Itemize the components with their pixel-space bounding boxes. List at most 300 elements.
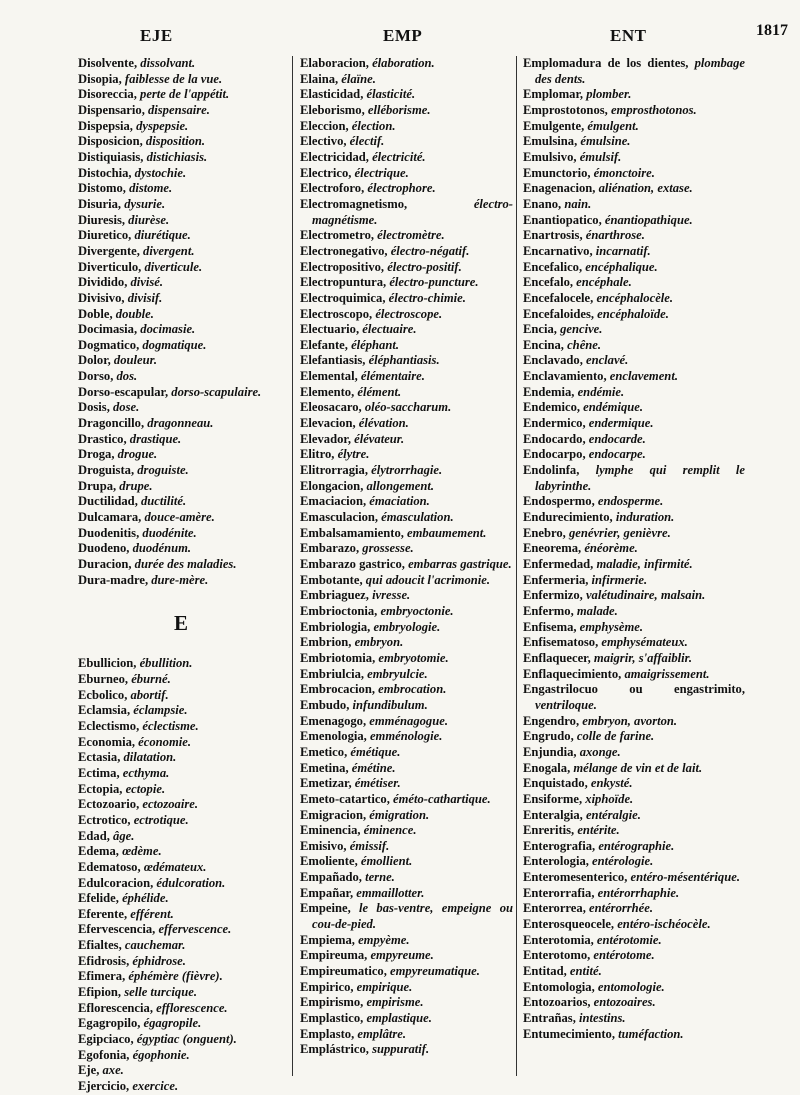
translation: emphysémateux. [601,635,688,650]
headword: Duodeno [78,541,127,556]
dictionary-entry: Electrico, électrique. [300,165,409,180]
headword: Empirismo [300,995,361,1010]
dictionary-entry: Emigracion, émigration. [300,807,430,822]
translation: entérorrhaphie. [597,885,680,900]
headword: Enfisematoso [523,635,596,650]
dictionary-entry: Enterologia, entérologie. [523,854,654,869]
dictionary-entry: Emetizar, émétiser. [300,776,401,791]
dictionary-entry: Dura-madre, dure-mère. [78,572,209,587]
dictionary-entry: Enterorrea, entérorrhée. [523,901,653,916]
headword: Encefalocele [523,290,591,305]
dictionary-entry: Enano, nain. [523,196,592,211]
dictionary-entry: Enagenacion, aliénation, extase. [523,181,693,196]
headword: Droga [78,447,112,462]
translation: emprosthotonos. [610,102,697,117]
translation: électricité. [372,149,426,164]
headword: Enartrosis [523,228,580,243]
translation: emphysème. [579,619,643,634]
dictionary-entry: Enantiopatico, énantiopathique. [523,212,693,227]
dictionary-entry: Embriotomia, embryotomie. [300,650,449,665]
headword: Empañado [300,870,359,885]
dictionary-entry: Divisivo, divisif. [78,290,163,305]
headword: Emunctorio [523,165,588,180]
translation: égagropile. [143,1016,202,1031]
headword: Embriologia [300,619,368,634]
dictionary-entry: Enquistado, enkysté. [523,776,633,791]
translation: endosperme. [597,494,664,509]
translation: dispensaire. [147,102,210,117]
dictionary-entry: Emplomadura de los dientes, plombage des dents. [523,56,745,86]
dictionary-entry: Dogmatico, dogmatique. [78,337,207,352]
translation: édulcoration. [156,875,226,890]
headword: Elitro [300,447,332,462]
dictionary-entry: Eburneo, éburné. [78,671,171,686]
translation: entozoaires. [593,995,656,1010]
translation: électif. [349,134,385,149]
translation: dissolvant. [140,56,196,70]
headword: Elitrorragia [300,463,365,478]
headword: Drastico [78,431,124,446]
translation: énéorème. [584,541,638,556]
headword: Encefalo [523,275,570,290]
dictionary-entry: Engendro, embryon, avorton. [523,713,678,728]
translation: diurétique. [134,228,191,243]
dictionary-entry: Dispensario, dispensaire. [78,102,210,117]
translation: dilatation. [123,750,177,765]
headword: Enflaquecer [523,650,588,665]
translation: ectozoaire. [142,797,198,812]
headword: Eburneo [78,671,125,686]
headword: Embriotomia [300,650,373,665]
column-1-entries-after [78,656,284,1094]
translation: abortif. [130,687,169,702]
translation: éléphantiasis. [368,353,440,368]
translation: élaboration. [372,56,435,70]
translation: plomber. [586,87,632,102]
headword: Ensiforme [523,791,579,806]
translation: électro-chimie. [388,290,466,305]
dictionary-entry: Efidrosis, éphidrose. [78,953,186,968]
translation: durée des maladies. [134,557,237,571]
translation: dorso-scapulaire. [171,384,262,399]
headword: Enterotomo [523,948,588,963]
translation: emplastique. [366,1011,432,1026]
translation: amaigrissement. [624,666,710,681]
translation: empyème. [358,932,410,947]
translation: économie. [138,734,191,749]
headword: Enterologia [523,854,586,869]
headword: Electropositivo [300,259,381,274]
dictionary-entry: Entomologia, entomologie. [523,979,665,994]
translation: axe. [102,1063,124,1078]
headword: Enquistado [523,776,585,791]
dictionary-entry: Ectozoario, ectozoaire. [78,797,198,812]
dictionary-entry: Ductilidad, ductilité. [78,494,187,509]
headword: Edad [78,828,107,843]
dictionary-entry: Empañado, terne. [300,870,395,885]
headword: Entrañas [523,1011,573,1026]
running-header-left: EJE [140,26,173,45]
dictionary-entry: Eleborismo, elléborisme. [300,102,431,117]
translation: endocarde. [588,431,646,446]
headword: Dorso [78,369,111,384]
translation: nain. [564,196,592,211]
dictionary-entry: Diuresis, diurèse. [78,212,170,227]
dictionary-entry: Electivo, électif. [300,134,385,149]
dictionary-entry: Empañar, emmaillotter. [300,885,425,900]
translation: dragonneau. [147,416,214,431]
translation: emplâtre. [357,1026,407,1041]
dictionary-entry: Endocarpo, endocarpe. [523,447,646,462]
translation: diverticule. [144,259,203,274]
headword: Encarnativo [523,243,590,258]
headword: Emenologia [300,729,364,744]
dictionary-entry: Distomo, distome. [78,181,173,196]
translation: selle turcique. [124,985,197,1000]
dictionary-entry: Edema, œdème. [78,844,162,859]
translation: exercice. [132,1079,179,1094]
dictionary-entry: Disposicion, disposition. [78,134,206,149]
translation: électro-négatif. [390,243,470,258]
dictionary-entry: Eje, axe. [78,1063,124,1078]
headword: Emeto-catartico [300,791,387,806]
translation: ivresse. [372,588,411,603]
dictionary-entry: Dolor, douleur. [78,353,157,368]
dictionary-entry: Electroscopo, électroscope. [300,306,443,321]
headword: Entomologia [523,979,592,994]
dictionary-entry: Drastico, drastique. [78,431,182,446]
headword: Elasticidad [300,87,361,102]
translation: émétine. [351,760,396,775]
section-letter: E [173,611,188,636]
translation: émonctoire. [593,165,655,180]
translation: droguiste. [137,463,189,478]
dictionary-entry: Emplastico, emplastique. [300,1011,432,1026]
translation: divisif. [127,290,163,305]
dictionary-entry: Eleosacaro, oléo-saccharum. [300,400,452,415]
dictionary-entry: Enjundia, axonge. [523,744,621,759]
headword: Elemento [300,384,352,399]
dictionary-entry: Endospermo, endosperme. [523,494,664,509]
translation: encéphalique. [585,259,658,274]
headword: Ecbolico [78,687,125,702]
dictionary-entry: Enartrosis, énarthrose. [523,228,645,243]
dictionary-entry: Ectima, ecthyma. [78,765,170,780]
headword: Enebro [523,525,563,540]
translation: entérotomie. [596,932,662,947]
translation: empirisme. [366,995,424,1010]
translation: effervescence. [158,922,232,937]
headword: Diverticulo [78,259,139,274]
headword: Emulgente [523,118,582,133]
translation: embaumement. [407,525,487,540]
translation: électro-positif. [387,259,462,274]
headword: Enflaquecimiento [523,666,619,681]
headword: Edematoso [78,859,138,874]
headword: Entozoarios [523,995,588,1010]
translation: entéralgie. [585,807,641,822]
headword: Enantiopatico [523,212,599,227]
headword: Elongacion [300,478,361,493]
translation: éclectisme. [142,718,199,733]
dictionary-entry: Drupa, drupe. [78,478,153,493]
headword: Encina [523,337,561,352]
dictionary-entry: Emeto-catartico, éméto-cathartique. [300,791,491,806]
translation: allongement. [366,478,435,493]
translation: incarnatif. [595,243,651,258]
translation: faiblesse de la vue. [124,71,223,86]
translation: duodénite. [142,525,197,540]
dictionary-entry: Eclectismo, éclectisme. [78,718,199,733]
headword: Embalsamamiento [300,525,401,540]
translation: perte de l'appétit. [140,87,230,102]
translation: drastique. [129,431,182,446]
dictionary-entry: Empeine, le bas-ventre, empeigne ou cou-de-pied. [300,901,513,932]
headword: Engendro [523,713,576,728]
translation: colle de farine. [576,729,655,744]
translation: entérorrhée. [588,901,653,916]
headword: Enreritis [523,823,572,838]
dictionary-entry: Ectrotico, ectrotique. [78,812,189,827]
headword: Electromagnetismo [300,196,404,211]
dictionary-entry: Elasticidad, élasticité. [300,87,416,102]
dictionary-entry: Efialtes, cauchemar. [78,938,186,953]
translation: dogmatique. [142,337,207,352]
translation: électro-puncture. [389,275,479,290]
translation: divergent. [143,243,195,258]
headword: Embrioctonia [300,603,375,618]
dictionary-entry: Eleccion, élection. [300,118,396,133]
translation: endémique. [583,400,643,415]
dictionary-entry: Entitad, entité. [523,964,602,979]
dictionary-entry: Ectopia, ectopie. [78,781,166,796]
translation: mélange de vin et de lait. [573,760,703,775]
dictionary-entry: Embriologia, embryologie. [300,619,441,634]
dictionary-entry: Embriulcia, embryulcie. [300,666,428,681]
translation: dure-mère. [151,572,209,587]
dictionary-entry: Enflaquecer, maigrir, s'affaiblir. [523,650,692,665]
headword: Empirico [300,979,351,994]
translation: dose. [113,400,140,415]
headword: Enterotomia [523,932,591,947]
dictionary-entry: Emulgente, émulgent. [523,118,639,133]
dictionary-entry: Dispepsia, dyspepsie. [78,118,189,133]
dictionary-entry: Emetico, émétique. [300,744,401,759]
dictionary-entry: Emenologia, emménologie. [300,729,443,744]
headword: Egofonia [78,1047,127,1062]
headword: Doble [78,306,110,321]
dictionary-entry: Dividido, divisé. [78,275,164,290]
headword: Eclectismo [78,718,137,733]
dictionary-entry: Embotante, qui adoucit l'acrimonie. [300,572,490,587]
dictionary-entry: Duodenitis, duodénite. [78,525,197,540]
translation: dystochie. [134,165,187,180]
dictionary-entry: Eflorescencia, efflorescence. [78,1000,228,1015]
dictionary-entry: Emetina, émétine. [300,760,396,775]
translation: dos. [116,369,138,384]
headword: Egagropilo [78,1016,138,1031]
translation: ectopie. [125,781,166,796]
headword: Electricidad [300,149,366,164]
translation: électroscope. [375,306,443,321]
headword: Electrometro [300,228,371,243]
headword: Emenagogo [300,713,363,728]
dictionary-entry: Edulcoracion, édulcoration. [78,875,226,890]
translation: électuaire. [362,322,417,337]
headword: Enjundia [523,744,574,759]
translation: valétudinaire, malsain. [585,588,706,603]
headword: Distochia [78,165,129,180]
dictionary-entry: Edad, âge. [78,828,135,843]
translation: électrophore. [367,181,436,196]
headword: Elaboracion [300,56,366,70]
dictionary-entry: Disoreccia, perte de l'appétit. [78,87,230,102]
dictionary-entry: Enebro, genévrier, genièvre. [523,525,671,540]
dictionary-entry: Embudo, infundibulum. [300,697,428,712]
headword: Dura-madre [78,572,145,587]
headword: Ejercicio [78,1079,127,1094]
translation: éminence. [363,823,417,838]
dictionary-entry: Enflaquecimiento, amaigrissement. [523,666,710,681]
translation: œdémateux. [143,859,207,874]
running-header-right: ENT [610,26,647,45]
headword: Dispensario [78,102,142,117]
dictionary-entry: Eneorema, énéorème. [523,541,638,556]
headword: Enteromesenterico [523,870,625,885]
dictionary-entry: Enreritis, entérite. [523,823,620,838]
dictionary-entry: Ejercicio, exercice. [78,1079,179,1094]
headword: Eleosacaro [300,400,359,415]
headword: Empañar [300,885,350,900]
dictionary-entry: Enclavamiento, enclavement. [523,369,678,384]
headword: Diuretico [78,228,129,243]
translation: énarthrose. [585,228,645,243]
headword: Efervescencia [78,922,153,937]
headword: Ebullicion [78,656,134,671]
dictionary-entry: Economia, économie. [78,734,191,749]
dictionary-entry: Emasculacion, émasculation. [300,510,454,525]
headword: Enterorrea [523,901,583,916]
translation: douleur. [113,353,157,368]
translation: encéphalocèle. [596,290,674,305]
translation: intestins. [578,1011,626,1026]
dictionary-entry: Entrañas, intestins. [523,1011,626,1026]
dictionary-entry: Empiema, empyème. [300,932,410,947]
translation: oléo-saccharum. [364,400,452,415]
headword: Egipciaco [78,1032,131,1047]
dictionary-entry: Emenagogo, emménagogue. [300,713,448,728]
headword: Embarazo gastrico [300,557,402,571]
translation: tuméfaction. [618,1026,684,1041]
headword: Emplasto [300,1026,352,1041]
headword: Electroquimica [300,290,383,305]
dictionary-entry: Emplasto, emplâtre. [300,1026,407,1041]
translation: élytrorrhagie. [371,463,443,478]
dictionary-entry: Encia, gencive. [523,322,603,337]
translation: éburné. [131,671,171,686]
headword: Electuario [300,322,356,337]
headword: Endocarpo [523,447,583,462]
headword: Efialtes [78,938,119,953]
dictionary-entry: Enfisematoso, emphysémateux. [523,635,688,650]
dictionary-entry: Droguista, droguiste. [78,463,189,478]
dictionary-entry: Electromagnetismo, électro-magnétisme. [300,196,513,227]
headword: Efimera [78,969,123,984]
headword: Elevacion [300,416,353,431]
dictionary-entry: Distiquiasis, distichiasis. [78,149,208,164]
dictionary-entry: Egagropilo, égagropile. [78,1016,202,1031]
translation: enclavé. [585,353,629,368]
headword: Electroforo [300,181,362,196]
headword: Dulcamara [78,510,139,525]
headword: Ductilidad [78,494,135,509]
translation: ectrotique. [133,812,189,827]
dictionary-entry: Elemento, élément. [300,384,402,399]
dictionary-entry: Embrion, embryon. [300,635,404,650]
dictionary-entry: Elefante, éléphant. [300,337,400,352]
dictionary-entry: Enterografia, entérographie. [523,838,675,853]
translation: élection. [351,118,396,133]
translation: suppuratif. [372,1042,430,1057]
translation: élasticité. [366,87,416,102]
translation: émollient. [360,854,413,869]
headword: Enfisema [523,619,574,634]
translation: électro-magnétisme. [312,196,513,227]
translation: élément. [357,384,402,399]
headword: Ectrotico [78,812,128,827]
dictionary-entry: Encefaloides, encéphaloïde. [523,306,669,321]
dictionary-entry: Emaciacion, émaciation. [300,494,430,509]
translation: élévation. [358,416,409,431]
translation: émulgent. [587,118,639,133]
headword: Distomo [78,181,123,196]
headword: Empiema [300,932,352,947]
dictionary-entry: Endurecimiento, induration. [523,510,675,525]
dictionary-entry: Electropuntura, électro-puncture. [300,275,479,290]
dictionary-entry: Engrudo, colle de farine. [523,729,655,744]
translation: empirique. [356,979,413,994]
headword: Empireuma [300,948,365,963]
translation: douce-amère. [144,510,215,525]
headword: Eneorema [523,541,579,556]
translation: emménologie. [369,729,443,744]
dictionary-entry: Ensiforme, xiphoïde. [523,791,634,806]
dictionary-entry: Emoliente, émollient. [300,854,413,869]
headword: Electronegativo [300,243,385,258]
dictionary-entry: Emplástrico, suppuratif. [300,1042,430,1057]
translation: émulsine. [580,134,631,149]
headword: Embriulcia [300,666,361,681]
dictionary-entry: Efervescencia, effervescence. [78,922,232,937]
headword: Endemico [523,400,577,415]
dictionary-entry: Elaina, élaïne. [300,71,376,86]
dictionary-entry: Endocardo, endocarde. [523,431,646,446]
dictionary-entry: Docimasia, docimasie. [78,322,196,337]
translation: éléphant. [351,337,400,352]
headword: Enano [523,196,559,211]
headword: Dogmatico [78,337,137,352]
headword: Elevador [300,431,348,446]
dictionary-entry: Electronegativo, électro-négatif. [300,243,470,258]
headword: Elefante [300,337,345,352]
headword: Emprostotonos [523,102,605,117]
headword: Endermico [523,416,583,431]
headword: Ectasia [78,750,118,765]
translation: émétiser. [354,776,401,791]
translation: axonge. [579,744,621,759]
translation: œdème. [122,844,162,859]
translation: drupe. [119,478,153,493]
